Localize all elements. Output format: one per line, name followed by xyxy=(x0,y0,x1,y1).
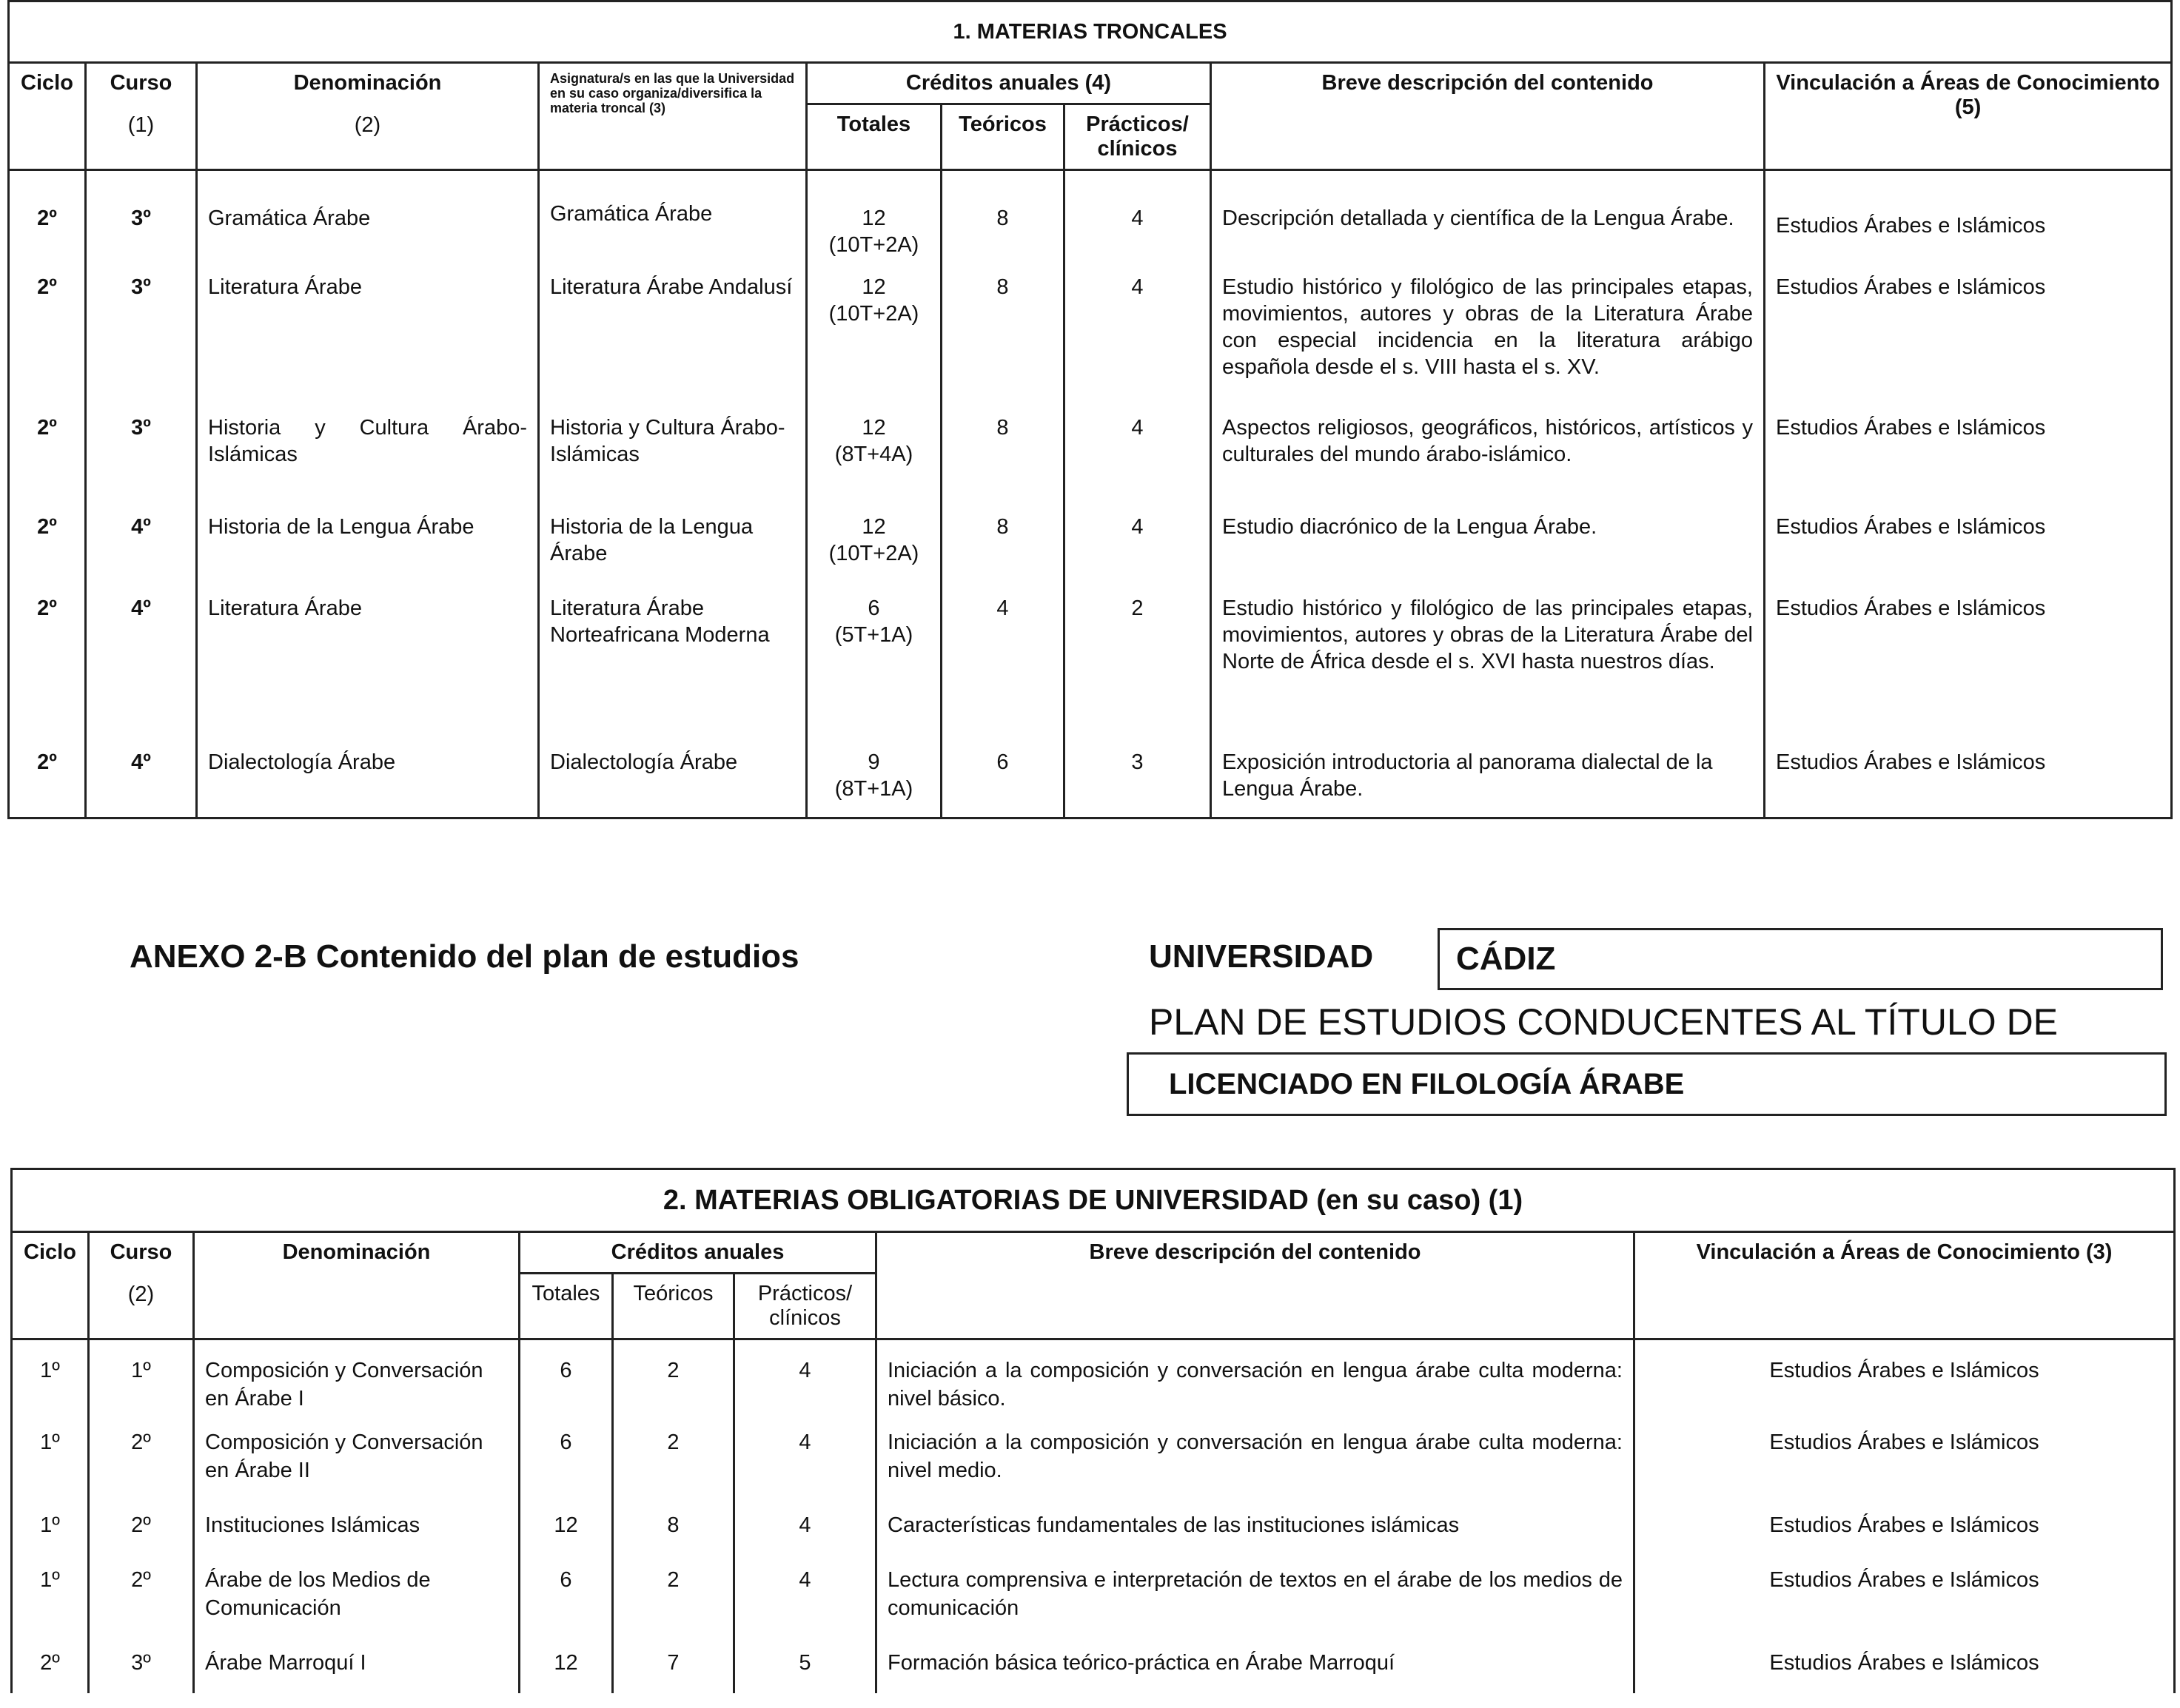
cell-curso: 4º xyxy=(86,742,197,818)
cell-curso: 3º xyxy=(86,407,197,506)
header-totales: Totales xyxy=(807,104,942,170)
cell-ciclo: 1º xyxy=(12,1421,89,1504)
cell-asignatura: Historia y Cultura Árabo-Islámicas xyxy=(539,407,807,506)
cell-area: Estudios Árabes e Islámicos xyxy=(1634,1559,2175,1641)
header-practicos: Prácticos/ clínicos xyxy=(1064,104,1211,170)
cell-area: Estudios Árabes e Islámicos xyxy=(1765,266,2172,407)
cell-descripcion: Características fundamentales de las instituciones islámicas xyxy=(876,1504,1634,1559)
table-row xyxy=(12,1504,2175,1559)
cell-totales: 12 xyxy=(520,1641,613,1693)
cell-ciclo: 2º xyxy=(9,407,86,506)
cell-asignatura: Gramática Árabe xyxy=(539,170,807,266)
cell-area: Estudios Árabes e Islámicos xyxy=(1765,742,2172,818)
header-creditos: Créditos anuales xyxy=(520,1232,876,1274)
table-row xyxy=(9,506,2172,588)
cell-practicos: 4 xyxy=(1064,170,1211,266)
cell-ciclo: 2º xyxy=(9,266,86,407)
cell-totales: 6 (5T+1A) xyxy=(807,588,942,742)
cell-curso: 2º xyxy=(89,1421,194,1504)
table-row xyxy=(12,1641,2175,1693)
cell-teoricos: 2 xyxy=(613,1421,734,1504)
cell-denominacion: Historia y Cultura Árabo-Islámicas xyxy=(197,407,539,506)
cell-curso: 2º xyxy=(89,1504,194,1559)
cell-descripcion: Iniciación a la composición y conversación en lengua árabe culta moderna: nivel medio. xyxy=(876,1421,1634,1504)
universidad-value: CÁDIZ xyxy=(1438,928,2163,990)
cell-totales: 6 xyxy=(520,1421,613,1504)
cell-practicos: 4 xyxy=(1064,506,1211,588)
cell-totales: 12 (10T+2A) xyxy=(807,506,942,588)
cell-practicos: 4 xyxy=(1064,266,1211,407)
cell-ciclo: 2º xyxy=(9,588,86,742)
cell-practicos: 4 xyxy=(1064,407,1211,506)
table-row xyxy=(9,266,2172,407)
cell-area: Estudios Árabes e Islámicos xyxy=(1765,506,2172,588)
cell-asignatura: Dialectología Árabe xyxy=(539,742,807,818)
cell-teoricos: 2 xyxy=(613,1339,734,1421)
cell-denominacion: Literatura Árabe xyxy=(197,266,539,407)
cell-teoricos: 8 xyxy=(942,407,1064,506)
table-row xyxy=(9,742,2172,818)
cell-curso: 3º xyxy=(86,170,197,266)
cell-teoricos: 4 xyxy=(942,588,1064,742)
cell-teoricos: 6 xyxy=(942,742,1064,818)
cell-curso: 3º xyxy=(89,1641,194,1693)
cell-area: Estudios Árabes e Islámicos xyxy=(1765,170,2172,266)
cell-ciclo: 2º xyxy=(9,742,86,818)
header-creditos: Créditos anuales (4) xyxy=(807,63,1211,104)
cell-practicos: 2 xyxy=(1064,588,1211,742)
cell-descripcion: Formación básica teórico-práctica en Árabe Marroquí xyxy=(876,1641,1634,1693)
cell-denominacion: Instituciones Islámicas xyxy=(194,1504,520,1559)
cell-teoricos: 8 xyxy=(942,170,1064,266)
header-ciclo: Ciclo xyxy=(12,1232,89,1339)
cell-descripcion: Lectura comprensiva e interpretación de textos en el árabe de los medios de comunicación xyxy=(876,1559,1634,1641)
troncales-table xyxy=(7,0,2173,819)
cell-totales: 12 (10T+2A) xyxy=(807,266,942,407)
cell-totales: 9 (8T+1A) xyxy=(807,742,942,818)
cell-ciclo: 1º xyxy=(12,1504,89,1559)
cell-practicos: 4 xyxy=(734,1421,876,1504)
header-asignaturas: Asignatura/s en las que la Universidad en su caso organiza/diversifica la materia troncal (3) xyxy=(539,63,807,170)
cell-denominacion: Literatura Árabe xyxy=(197,588,539,742)
table-row xyxy=(9,407,2172,506)
cell-area: Estudios Árabes e Islámicos xyxy=(1634,1504,2175,1559)
cell-denominacion: Gramática Árabe xyxy=(197,170,539,266)
cell-teoricos: 8 xyxy=(613,1504,734,1559)
header-descripcion: Breve descripción del contenido xyxy=(1211,63,1765,170)
cell-ciclo: 2º xyxy=(9,170,86,266)
cell-asignatura: Literatura Árabe Norteafricana Moderna xyxy=(539,588,807,742)
table-row xyxy=(12,1339,2175,1421)
cell-area: Estudios Árabes e Islámicos xyxy=(1765,407,2172,506)
cell-curso: 4º xyxy=(86,588,197,742)
header-vinculacion: Vinculación a Áreas de Conocimiento (3) xyxy=(1634,1232,2175,1339)
obligatorias-title: 2. MATERIAS OBLIGATORIAS DE UNIVERSIDAD (en su caso) (1) xyxy=(12,1169,2175,1232)
titulo-value: LICENCIADO EN FILOLOGÍA ÁRABE xyxy=(1127,1052,2167,1116)
header-curso: Curso (1) xyxy=(86,63,197,170)
cell-teoricos: 8 xyxy=(942,506,1064,588)
cell-denominacion: Árabe Marroquí I xyxy=(194,1641,520,1693)
cell-totales: 12 (8T+4A) xyxy=(807,407,942,506)
cell-asignatura: Historia de la Lengua Árabe xyxy=(539,506,807,588)
cell-descripcion: Estudio histórico y filológico de las principales etapas, movimientos, autores y obras de la Literatura Árabe con especial incidencia en la literatura arábigo española desde el s. VIII hasta el s. XV. xyxy=(1211,266,1765,407)
cell-teoricos: 8 xyxy=(942,266,1064,407)
cell-asignatura: Literatura Árabe Andalusí xyxy=(539,266,807,407)
cell-ciclo: 2º xyxy=(9,506,86,588)
cell-ciclo: 1º xyxy=(12,1559,89,1641)
table-row xyxy=(12,1559,2175,1641)
cell-descripcion: Iniciación a la composición y conversación en lengua árabe culta moderna: nivel básico. xyxy=(876,1339,1634,1421)
header-vinculacion: Vinculación a Áreas de Conocimiento (5) xyxy=(1765,63,2172,170)
header-totales: Totales xyxy=(520,1274,613,1339)
cell-denominacion: Composición y Conversación en Árabe II xyxy=(194,1421,520,1504)
cell-totales: 12 (10T+2A) xyxy=(807,170,942,266)
cell-area: Estudios Árabes e Islámicos xyxy=(1765,588,2172,742)
header-practicos: Prácticos/ clínicos xyxy=(734,1274,876,1339)
header-denominacion: Denominación (2) xyxy=(197,63,539,170)
table-row xyxy=(12,1421,2175,1504)
header-descripcion: Breve descripción del contenido xyxy=(876,1232,1634,1339)
cell-area: Estudios Árabes e Islámicos xyxy=(1634,1641,2175,1693)
cell-practicos: 5 xyxy=(734,1641,876,1693)
cell-ciclo: 1º xyxy=(12,1339,89,1421)
obligatorias-table xyxy=(10,1168,2176,1693)
table-row xyxy=(9,170,2172,266)
cell-totales: 12 xyxy=(520,1504,613,1559)
cell-area: Estudios Árabes e Islámicos xyxy=(1634,1421,2175,1504)
header-denominacion: Denominación xyxy=(194,1232,520,1339)
header-teoricos: Teóricos xyxy=(613,1274,734,1339)
header-ciclo: Ciclo xyxy=(9,63,86,170)
cell-teoricos: 7 xyxy=(613,1641,734,1693)
cell-curso: 2º xyxy=(89,1559,194,1641)
cell-curso: 1º xyxy=(89,1339,194,1421)
cell-teoricos: 2 xyxy=(613,1559,734,1641)
cell-practicos: 4 xyxy=(734,1559,876,1641)
cell-descripcion: Estudio histórico y filológico de las principales etapas, movimientos, autores y obras de la Literatura Árabe del Norte de África desde el s. XVI hasta nuestros días. xyxy=(1211,588,1765,742)
cell-descripcion: Descripción detallada y científica de la Lengua Árabe. xyxy=(1211,170,1765,266)
header-teoricos: Teóricos xyxy=(942,104,1064,170)
cell-denominacion: Composición y Conversación en Árabe I xyxy=(194,1339,520,1421)
cell-totales: 6 xyxy=(520,1339,613,1421)
cell-practicos: 4 xyxy=(734,1339,876,1421)
cell-denominacion: Historia de la Lengua Árabe xyxy=(197,506,539,588)
cell-practicos: 4 xyxy=(734,1504,876,1559)
troncales-title: 1. MATERIAS TRONCALES xyxy=(9,1,2172,63)
cell-descripcion: Aspectos religiosos, geográficos, históricos, artísticos y culturales del mundo árabo-islámico. xyxy=(1211,407,1765,506)
header-curso: Curso (2) xyxy=(89,1232,194,1339)
table-row xyxy=(9,588,2172,742)
cell-area: Estudios Árabes e Islámicos xyxy=(1634,1339,2175,1421)
cell-curso: 3º xyxy=(86,266,197,407)
cell-practicos: 3 xyxy=(1064,742,1211,818)
cell-descripcion: Estudio diacrónico de la Lengua Árabe. xyxy=(1211,506,1765,588)
universidad-label: UNIVERSIDAD xyxy=(1149,938,1374,975)
cell-curso: 4º xyxy=(86,506,197,588)
annex-title: ANEXO 2-B Contenido del plan de estudios xyxy=(130,938,799,975)
cell-ciclo: 2º xyxy=(12,1641,89,1693)
cell-descripcion: Exposición introductoria al panorama dialectal de la Lengua Árabe. xyxy=(1211,742,1765,818)
cell-denominacion: Árabe de los Medios de Comunicación xyxy=(194,1559,520,1641)
cell-totales: 6 xyxy=(520,1559,613,1641)
cell-denominacion: Dialectología Árabe xyxy=(197,742,539,818)
plan-label: PLAN DE ESTUDIOS CONDUCENTES AL TÍTULO DE xyxy=(1149,1001,2059,1043)
